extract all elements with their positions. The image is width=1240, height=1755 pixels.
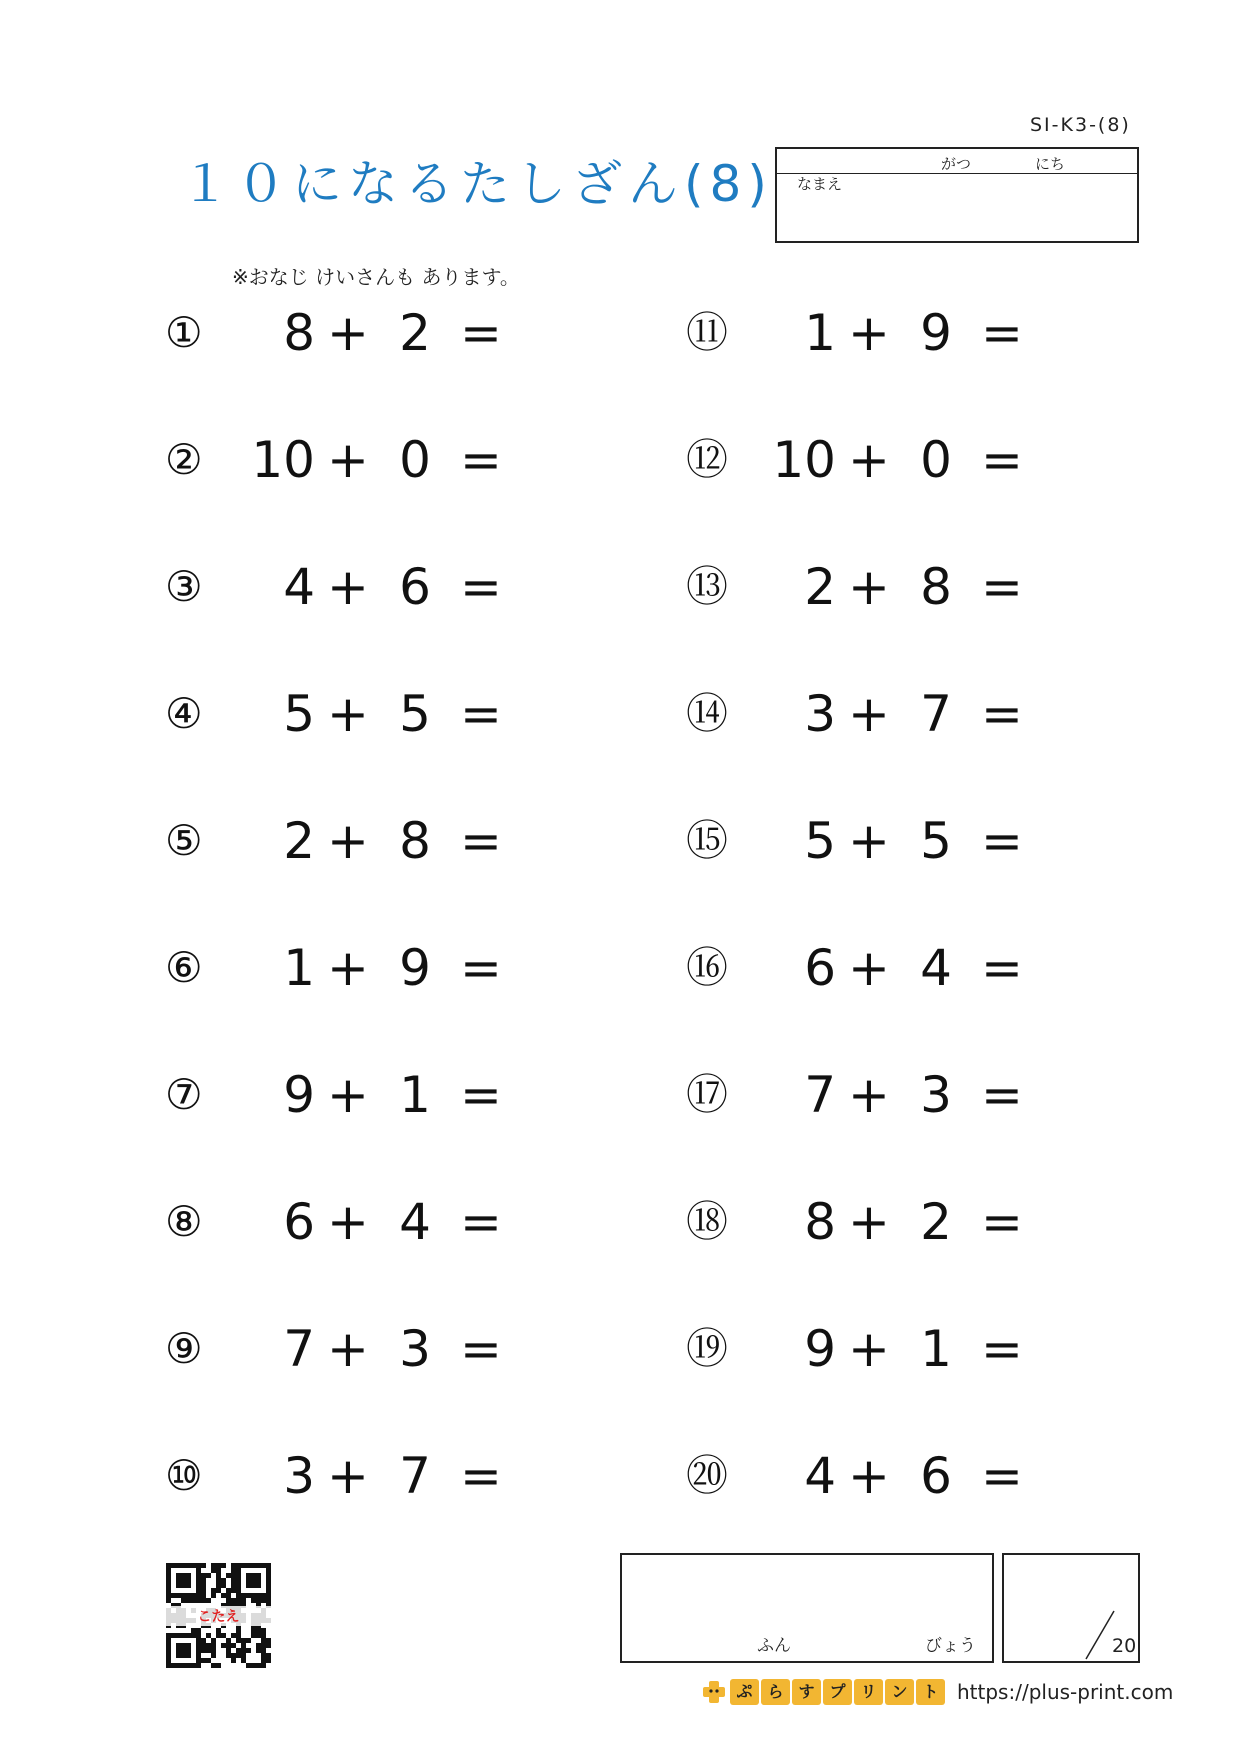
problem-number: ④	[165, 689, 203, 738]
equals-sign: =	[460, 431, 502, 489]
equals-sign: =	[460, 1447, 502, 1505]
addend-b: 7	[920, 685, 952, 743]
brand-tile: ン	[885, 1679, 914, 1705]
equals-sign: =	[460, 304, 502, 362]
brand-tile: プ	[823, 1679, 852, 1705]
addend-b: 7	[399, 1447, 431, 1505]
plus-sign: +	[327, 1193, 369, 1251]
addend-b: 6	[399, 558, 431, 616]
problem-number: ②	[165, 435, 203, 484]
equals-sign: =	[981, 1066, 1023, 1124]
plus-sign: +	[848, 685, 890, 743]
equals-sign: =	[981, 431, 1023, 489]
equals-sign: =	[460, 1066, 502, 1124]
problem-number: ⑩	[165, 1451, 203, 1500]
problem-number: ⑭	[686, 689, 729, 738]
addend-b: 2	[399, 304, 431, 362]
name-date-box	[775, 147, 1139, 243]
day-label: にち	[1035, 155, 1066, 173]
problem-number: ①	[165, 308, 203, 357]
problem-number: ⑤	[165, 816, 203, 865]
plus-sign: +	[327, 304, 369, 362]
problem-number: ⑲	[686, 1324, 729, 1373]
equals-sign: =	[460, 1193, 502, 1251]
plus-sign: +	[327, 939, 369, 997]
addend-b: 0	[920, 431, 952, 489]
addend-b: 9	[399, 939, 431, 997]
equals-sign: =	[460, 812, 502, 870]
addend-b: 1	[920, 1320, 952, 1378]
addend-a: 3	[283, 1447, 315, 1505]
problem-number: ⑪	[686, 308, 729, 357]
equals-sign: =	[981, 1193, 1023, 1251]
addend-a: 8	[804, 1193, 836, 1251]
page-title: １０になるたしざん(8)	[180, 155, 773, 213]
instruction-note: ※おなじ けいさんも あります。	[232, 265, 520, 289]
month-label: がつ	[941, 155, 972, 173]
problem-number: ⑳	[686, 1451, 729, 1500]
plus-sign: +	[848, 1447, 890, 1505]
addend-b: 9	[920, 304, 952, 362]
plus-sign: +	[848, 1066, 890, 1124]
name-label: なまえ	[797, 175, 843, 193]
addend-b: 1	[399, 1066, 431, 1124]
brand-tile: ト	[916, 1679, 945, 1705]
plus-sign: +	[327, 685, 369, 743]
plus-sign: +	[327, 558, 369, 616]
brand-url-link[interactable]: https://plus-print.com	[957, 1680, 1174, 1704]
addend-b: 5	[920, 812, 952, 870]
brand-tile: ら	[761, 1679, 790, 1705]
plus-sign: +	[848, 558, 890, 616]
score-total: 20	[1112, 1635, 1137, 1657]
problem-number: ⑮	[686, 816, 729, 865]
answer-qr-code[interactable]	[166, 1563, 271, 1668]
problem-number: ⑦	[165, 1070, 203, 1119]
time-box	[620, 1553, 994, 1663]
addend-b: 6	[920, 1447, 952, 1505]
problem-number: ⑨	[165, 1324, 203, 1373]
problem-number: ⑯	[686, 943, 729, 992]
plus-sign: +	[848, 812, 890, 870]
plus-sign: +	[327, 1447, 369, 1505]
equals-sign: =	[981, 812, 1023, 870]
addend-a: 7	[804, 1066, 836, 1124]
plus-sign: +	[327, 431, 369, 489]
addend-b: 3	[399, 1320, 431, 1378]
plus-sign: +	[848, 1320, 890, 1378]
equals-sign: =	[460, 685, 502, 743]
addend-a: 5	[283, 685, 315, 743]
equals-sign: =	[981, 1447, 1023, 1505]
addend-a: 8	[283, 304, 315, 362]
equals-sign: =	[981, 1320, 1023, 1378]
addend-a: 6	[804, 939, 836, 997]
addend-a: 4	[804, 1447, 836, 1505]
addend-a: 10	[251, 431, 315, 489]
plus-sign: +	[848, 1193, 890, 1251]
equals-sign: =	[460, 1320, 502, 1378]
addend-b: 8	[920, 558, 952, 616]
addend-a: 3	[804, 685, 836, 743]
problem-number: ⑥	[165, 943, 203, 992]
equals-sign: =	[981, 685, 1023, 743]
problem-number: ⑰	[686, 1070, 729, 1119]
equals-sign: =	[981, 558, 1023, 616]
addend-b: 4	[920, 939, 952, 997]
plus-sign: +	[327, 812, 369, 870]
equals-sign: =	[460, 939, 502, 997]
plus-sign: +	[327, 1066, 369, 1124]
qr-answer-label: こたえ	[166, 1606, 271, 1626]
plus-sign: +	[327, 1320, 369, 1378]
problem-number: ⑫	[686, 435, 729, 484]
worksheet-code: SI-K3-(8)	[1030, 114, 1131, 136]
brand-tile: リ	[854, 1679, 883, 1705]
problem-number: ⑱	[686, 1197, 729, 1246]
addend-a: 1	[804, 304, 836, 362]
problem-number: ⑧	[165, 1197, 203, 1246]
addend-b: 0	[399, 431, 431, 489]
addend-b: 3	[920, 1066, 952, 1124]
plus-sign: +	[848, 939, 890, 997]
seconds-label: びょう	[925, 1636, 976, 1656]
brand-tile: ぷ	[730, 1679, 759, 1705]
addend-a: 7	[283, 1320, 315, 1378]
equals-sign: =	[981, 939, 1023, 997]
addend-a: 2	[804, 558, 836, 616]
equals-sign: =	[460, 558, 502, 616]
problem-number: ⑬	[686, 562, 729, 611]
brand-footer	[700, 1676, 1173, 1708]
plus-sign: +	[848, 304, 890, 362]
addend-b: 2	[920, 1193, 952, 1251]
equals-sign: =	[981, 304, 1023, 362]
plus-sign: +	[848, 431, 890, 489]
addend-a: 1	[283, 939, 315, 997]
brand-logo	[728, 1679, 945, 1705]
addend-a: 9	[283, 1066, 315, 1124]
score-box	[1002, 1553, 1140, 1663]
addend-a: 10	[772, 431, 836, 489]
addend-b: 5	[399, 685, 431, 743]
addend-a: 4	[283, 558, 315, 616]
problem-number: ③	[165, 562, 203, 611]
addend-a: 2	[283, 812, 315, 870]
brand-mascot-icon	[700, 1679, 728, 1705]
addend-b: 8	[399, 812, 431, 870]
addend-a: 6	[283, 1193, 315, 1251]
addend-b: 4	[399, 1193, 431, 1251]
addend-a: 9	[804, 1320, 836, 1378]
minutes-label: ふん	[757, 1636, 791, 1656]
brand-tile: す	[792, 1679, 821, 1705]
addend-a: 5	[804, 812, 836, 870]
